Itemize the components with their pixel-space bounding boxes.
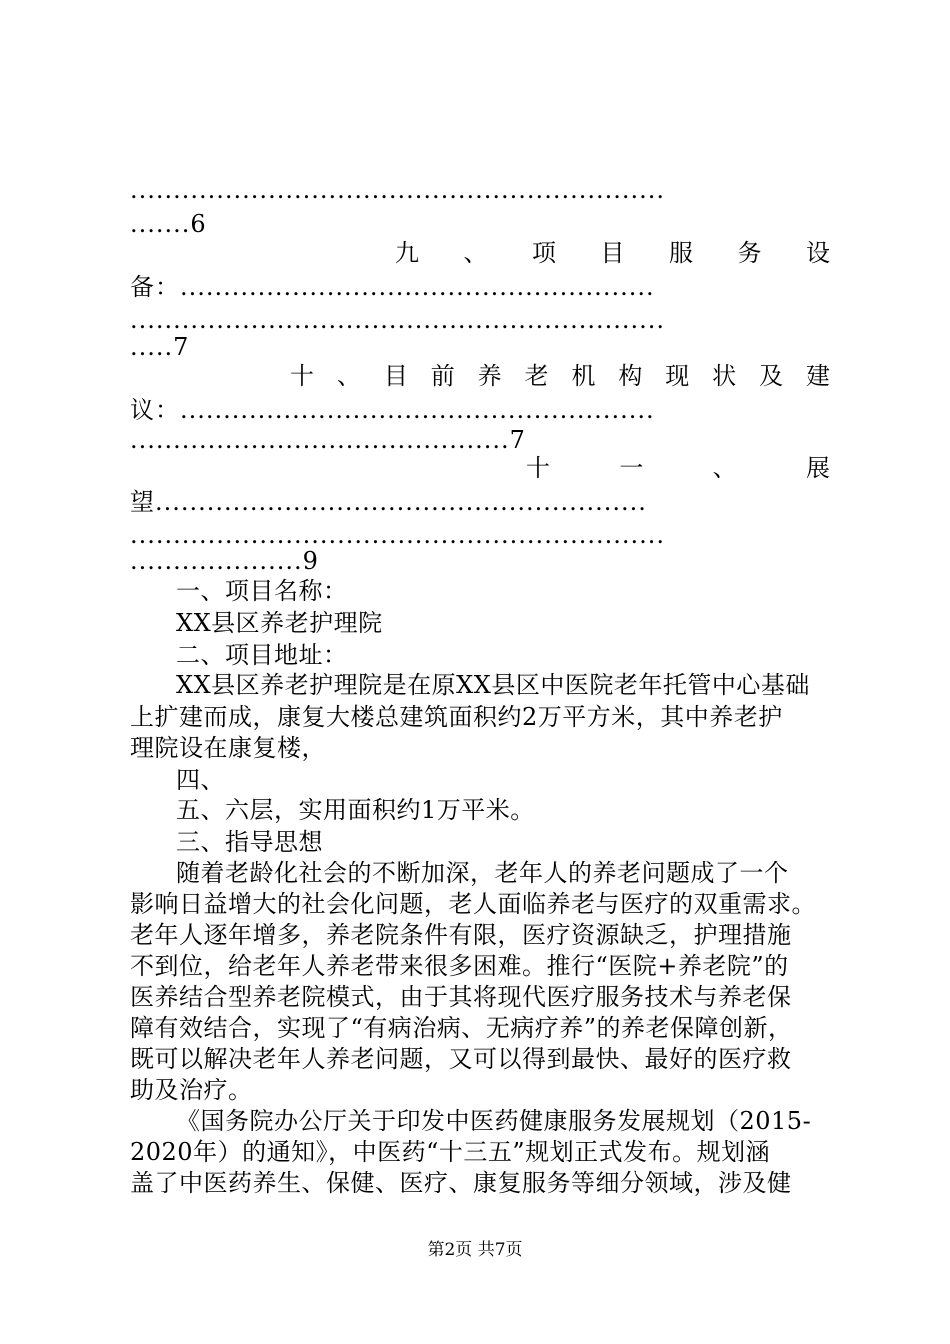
section-3-heading: 三、指导思想 [176,828,323,856]
paragraph-line: 2020年）的通知》，中医药“十三五”规划正式发布。规划涵 [130,1138,771,1166]
section-2-heading: 二、项目地址： [176,641,348,669]
toc-page-ref-9: ....................9 [130,547,319,575]
toc-dot-leader: .............................................................. [130,306,665,334]
paragraph-line: 盖了中医药养生、保健、医疗、康复服务等细分领域，涉及健 [130,1169,792,1197]
toc-item-9-leader: 备：....................................................... [130,273,655,301]
toc-dot-leader: .............................................................. [130,176,665,204]
paragraph-line: 影响日益增大的社会化问题，老人面临养老与医疗的双重需求。 [130,890,816,918]
paragraph-line: 理院设在康复楼， [130,734,326,762]
paragraph-line: 既可以解决老年人养老问题，又可以得到最快、最好的医疗救 [130,1045,792,1073]
paragraph-line: 随着老龄化社会的不断加深，老年人的养老问题成了一个 [176,859,789,887]
section-1-heading: 一、项目名称： [176,577,348,605]
paragraph-line: 老年人逐年增多，养老院条件有限，医疗资源缺乏，护理措施 [130,921,792,949]
toc-item-11-heading: 十 一 、 展 [526,454,830,482]
toc-item-11-leader: 望......................................................... [130,488,647,516]
toc-item-10-leader: 议：....................................................... [130,396,655,424]
paragraph-line: 不到位，给老年人养老带来很多困难。推行“医院+养老院”的 [130,952,789,980]
toc-page-ref-7: ............................................7 [130,426,526,454]
page-footer: 第2页 共7页 [427,1240,523,1260]
toc-page-ref-7: .....7 [130,333,190,361]
toc-page-ref-6: .......6 [130,210,207,238]
paragraph-line: 医养结合型养老院模式，由于其将现代医疗服务技术与养老保 [130,983,792,1011]
paragraph-line: 上扩建而成，康复大楼总建筑面积约2万平方米，其中养老护 [130,703,783,731]
project-name: XX县区养老护理院 [176,609,383,637]
toc-item-10-heading: 十 、 目 前 养 老 机 构 现 状 及 建 [290,362,830,390]
list-marker-four: 四、 [176,766,225,794]
paragraph-line: 障有效结合，实现了“有病治病、无病疗养”的养老保障创新， [130,1014,793,1042]
paragraph-line: 五、六层，实用面积约1万平米。 [176,796,535,824]
paragraph-line: 助及治疗。 [130,1076,253,1104]
paragraph-line: XX县区养老护理院是在原XX县区中医院老年托管中心基础 [176,671,810,699]
toc-dot-leader: .............................................................. [130,521,665,549]
paragraph-line: 《国务院办公厅关于印发中医药健康服务发展规划（2015- [176,1107,812,1135]
toc-item-9-heading: 九 、 项 目 服 务 设 [395,239,830,267]
